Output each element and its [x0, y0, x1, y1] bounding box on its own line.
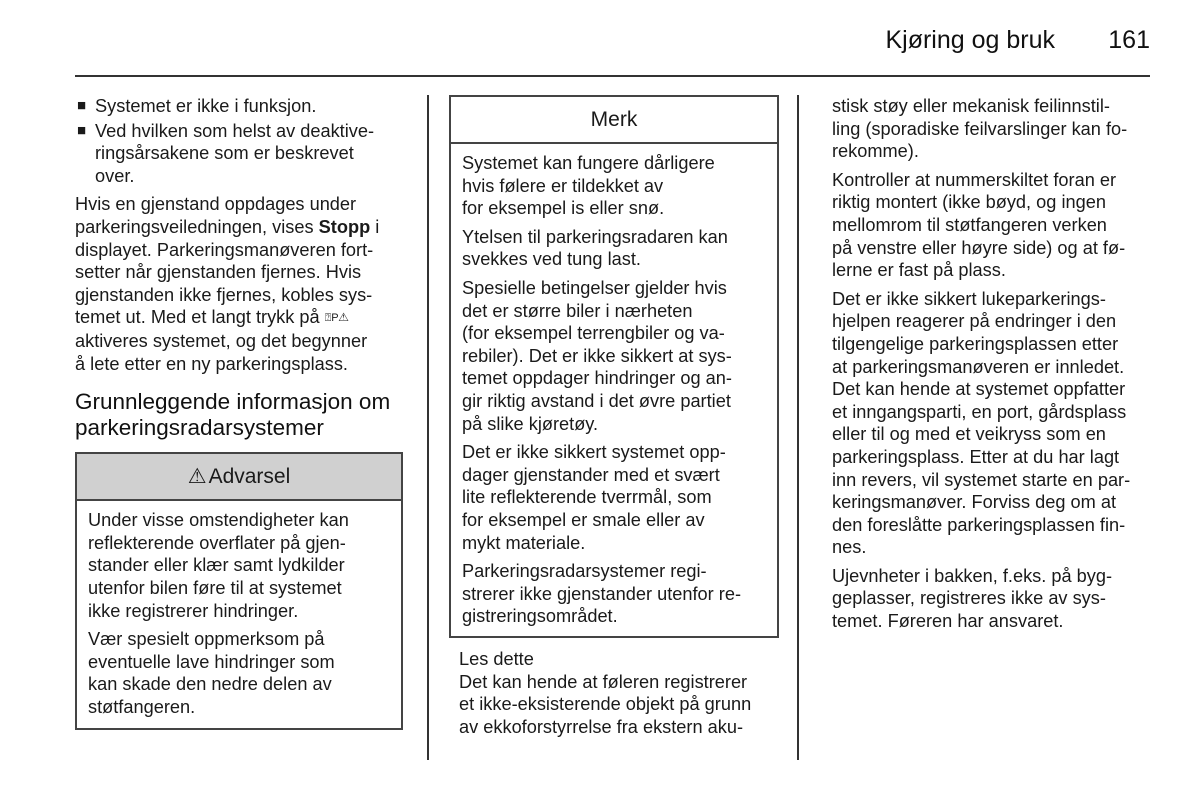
read-this-title: Les dette [459, 649, 534, 669]
column-divider-2 [797, 95, 799, 760]
bullet-list [75, 95, 410, 187]
column-3 [832, 95, 1152, 639]
bullet-item [75, 95, 410, 118]
column-2 [449, 95, 779, 738]
warning-title: Advarsel [208, 465, 291, 489]
warning-paragraph: Vær spesielt oppmerksom på eventuelle lave hindringer som kan skade den nedre delen av støtfangeren. [88, 629, 335, 717]
section-heading: Grunnleggende informasjon om parkeringsradarsystemer [75, 389, 391, 441]
page-header [0, 22, 1200, 62]
warning-box-body [77, 501, 401, 730]
note-paragraph: Parkeringsradarsystemer regi- strerer ikke gjenstander utenfor re- gistreringsområdet. [462, 561, 742, 627]
chapter-title: Kjøring og bruk [885, 26, 1055, 54]
note-box-body [451, 144, 777, 640]
note-paragraph: Spesielle betingelser gjelder hvis det er større biler i nærheten (for eksempel terrengbiler og va- rebiler). Det er ikke sikkert at sys- temet oppdager hindringer og an- gir riktig avstand i det øvre partiet på slike kjøretøy. [462, 277, 732, 434]
header-divider [75, 75, 1150, 77]
bullet-line: Ved hvilken som helst av deaktive- [95, 120, 375, 141]
warning-box [75, 452, 403, 730]
warning-paragraph: Under visse omstendigheter kan reflekterende overflater på gjen- stander eller klær samt lydkilder utenfor bilen føre til at systemet ikke registrerer hindringer. [88, 510, 349, 621]
warning-triangle-icon: ⚠ [187, 465, 207, 489]
note-box-header: Merk [451, 97, 777, 144]
paragraph: Ujevnheter i bakken, f.eks. på byg- geplasser, registreres ikke av sys- temet. Føreren har ansvaret. [832, 565, 1113, 632]
paragraph-stop-info: Hvis en gjenstand oppdages under parkeringsveiledningen, vises Stopp i displayet. Parkeringsmanøveren fort- setter når gjenstanden fjernes. Hvis gjenstanden ikke fjernes, kobles sys- temet ut. Med et langt trykk på ⍰P⚠ aktiveres systemet, og det begynner å lete etter en ny parkeringsplass. [75, 194, 380, 374]
note-paragraph: Systemet kan fungere dårligere hvis følere er tildekket av for eksempel is eller snø. [462, 153, 715, 219]
paragraph: Kontroller at nummerskiltet foran er riktig montert (ikke bøyd, og ingen mellomrom til støtfangeren verken på venstre eller høyre side) og at fø- lerne er fast på plass. [832, 169, 1126, 281]
stopp-display-text: Stopp [318, 216, 371, 237]
note-paragraph: Ytelsen til parkeringsradaren kan svekkes ved tung last. [462, 226, 728, 270]
column-divider-1 [427, 95, 429, 760]
square-bullet-icon: ■ [77, 121, 87, 139]
square-bullet-icon: ■ [77, 97, 87, 114]
paragraph: Det er ikke sikkert lukeparkerings- hjelpen reagerer på endringer i den tilgengelige parkeringsplassen etter at parkeringsmanøveren er innledet. Det kan hende at systemet oppfatter et inngangsparti, en port, gårdsplass eller til og med et veikryss som en parkeringsplass. Etter at du har lagt inn revers, vil systemet starte en par- keringsmanøver. Forviss deg om at den foreslåtte parkeringsplassen fin- nes. [832, 288, 1131, 558]
paragraph: stisk støy eller mekanisk feilinnstil- ling (sporadiske feilvarslinger kan fo- rekomme). [832, 96, 1128, 162]
warning-box-header [77, 454, 401, 501]
read-this-body: Det kan hende at føleren registrerer et ikke-eksisterende objekt på grunn av ekkoforstyrrelse fra ekstern aku- [459, 671, 752, 737]
column-1 [75, 95, 410, 730]
bullet-line: Systemet er ikke i funksjon. [95, 96, 317, 116]
page-number: 161 [1108, 26, 1150, 54]
bullet-line: ringsårsakene som er beskrevet [95, 143, 354, 164]
bullet-item [75, 120, 410, 188]
note-paragraph: Det er ikke sikkert systemet opp- dager gjenstander med et svært lite reflekterende tverrmål, som for eksempel er smale eller av mykt materiale. [462, 442, 726, 553]
parking-assist-button-icon: ⍰P⚠ [324, 312, 349, 325]
bullet-line: over. [95, 165, 135, 186]
note-box [449, 95, 779, 638]
